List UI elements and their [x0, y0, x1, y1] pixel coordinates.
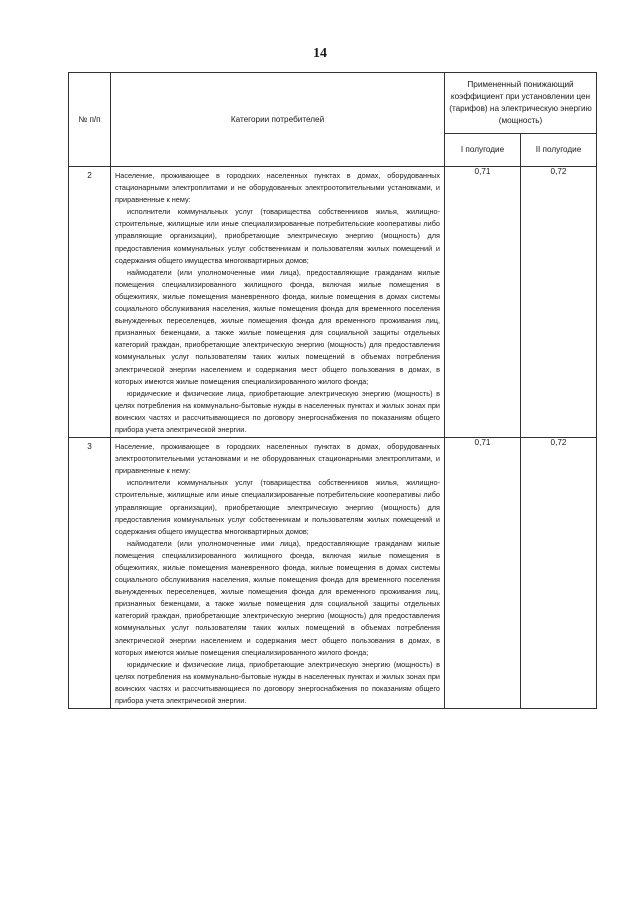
category-paragraph: наймодатели (или уполномоченные ими лица), предоставляющие гражданам жилые помещения специализированного жилищного фонда, включая жилые помещения в общежитиях, жилые помещения маневренного фонда, жилые помещения в домах системы социального обслуживания населения, жилые помещения фонда для временного поселения вынужденных переселенцев, жилые помещения фонда для временного проживания лиц, признанных беженцами, а также жилые помещения для социальной защиты отдельных категорий граждан, приобретающие электрическую энергию (мощность) для предоставления коммунальных услуг пользователям таких жилых помещений в объемах потребления электрической энергии населением и содержания мест общего пользования в домах, в которых имеются жилые помещения специализированного жилого фонда; — [115, 538, 440, 657]
category-description — [111, 167, 445, 438]
half1-value: 0,71 — [445, 167, 521, 438]
table-row — [69, 438, 597, 709]
table-row — [69, 167, 597, 438]
header-num: № п/п — [69, 73, 111, 167]
half1-value: 0,71 — [445, 438, 521, 709]
category-paragraph: исполнители коммунальных услуг (товарищества собственников жилья, жилищно-строительные, жилищные или иные специализированные потребительские кооперативы либо управляющие организации), приобретающие электрическую энергию (мощность) для предоставления коммунальных услуг собственникам и пользователям жилых помещений и содержания общего имущества многоквартирных домов; — [115, 478, 440, 536]
row-number: 2 — [69, 167, 111, 438]
page-number: 14 — [313, 46, 327, 61]
header-category: Категории потребителей — [111, 73, 445, 167]
half2-value: 0,72 — [521, 438, 597, 709]
category-paragraph: исполнители коммунальных услуг (товарищества собственников жилья, жилищно-строительные, жилищные или иные специализированные потребительские кооперативы либо управляющие организации), приобретающие электрическую энергию (мощность) для предоставления коммунальных услуг собственникам и пользователям жилых помещений и содержания общего имущества многоквартирных домов; — [115, 207, 440, 265]
header-half1: I полугодие — [445, 134, 521, 167]
category-paragraph: юридические и физические лица, приобретающие электрическую энергию (мощность) в целях потребления на коммунально-бытовые нужды в населенных пунктах и жилых зонах при воинских частях и рассчитывающиеся по договору энергоснабжения по показаниям общего прибора учета электрической энергии. — [115, 659, 440, 706]
half2-value: 0,72 — [521, 167, 597, 438]
category-paragraph: юридические и физические лица, приобретающие электрическую энергию (мощность) в целях потребления на коммунально-бытовые нужды в населенных пунктах и жилых зонах при воинских частях и рассчитывающиеся по договору энергоснабжения по показаниям общего прибора учета электрической энергии. — [115, 388, 440, 434]
header-coefficient: Примененный понижающий коэффициент при установлении цен (тарифов) на электрическую энергию (мощность) — [445, 73, 597, 134]
category-description — [111, 438, 445, 709]
category-paragraph: Население, проживающее в городских населенных пунктах в домах, оборудованных электроотопительными установками и не оборудованных стационарными электроплитами, и приравненные к нему: — [115, 442, 440, 476]
category-paragraph: наймодатели (или уполномоченные ими лица), предоставляющие гражданам жилые помещения специализированного жилищного фонда, включая жилые помещения в общежитиях, жилые помещения маневренного фонда, жилые помещения в домах системы социального обслуживания населения, жилые помещения фонда для временного поселения вынужденных переселенцев, жилые помещения фонда для временного проживания лиц, признанных беженцами, а также жилые помещения для социальной защиты отдельных категорий граждан, приобретающие электрическую энергию (мощность) для предоставления коммунальных услуг пользователям таких жилых помещений в объемах потребления электрической энергии населением и содержания мест общего пользования в домах, в которых имеются жилые помещения специализированного жилого фонда; — [115, 267, 440, 386]
tariff-coefficient-table — [68, 72, 597, 709]
row-number: 3 — [69, 438, 111, 709]
header-half2: II полугодие — [521, 134, 597, 167]
category-paragraph: Население, проживающее в городских населенных пунктах в домах, оборудованных стационарными электроплитами и не оборудованных электроотопительными установками, и приравненные к нему: — [115, 171, 440, 205]
